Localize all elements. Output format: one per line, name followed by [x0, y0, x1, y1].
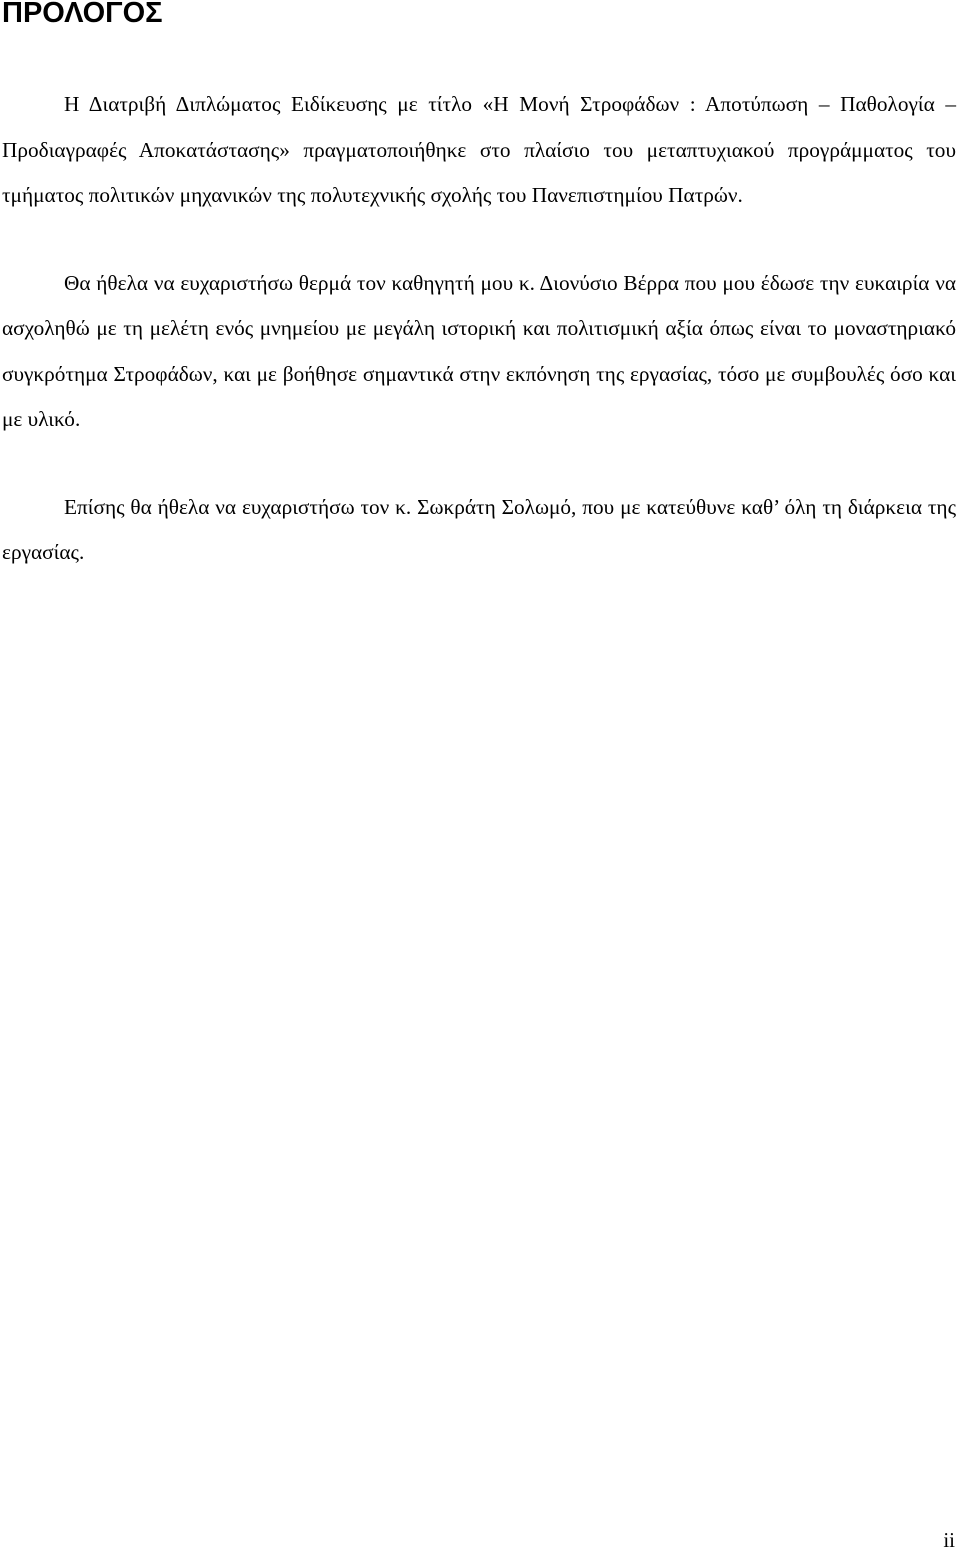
paragraph-acknowledgement-supervisor: Θα ήθελα να ευχαριστήσω θερμά τον καθηγητή μου κ. Διονύσιο Βέρρα που μου έδωσε την ευκαιρία να ασχοληθώ με τη μελέτη ενός μνημείου με μεγάλη ιστορική και πολιτισμική αξία όπως είναι το μοναστηριακό συγκρότημα Στροφάδων, και με βοήθησε σημαντικά στην εκπόνηση της εργασίας, τόσο με συμβουλές όσο και με υλικό. [2, 270, 956, 431]
page-number: ii [943, 1528, 955, 1552]
document-body [2, 82, 956, 576]
page-title: ΠΡΟΛΟΓΟΣ [2, 0, 163, 29]
paragraph-introduction: Η Διατριβή Διπλώματος Ειδίκευσης με τίτλο «Η Μονή Στροφάδων : Αποτύπωση – Παθολογία – Προδιαγραφές Αποκατάστασης» πραγματοποιήθηκε στο πλαίσιο του μεταπτυχιακού προγράμματος του τμήματος πολιτικών μηχανικών της πολυτεχνικής σχολής του Πανεπιστημίου Πατρών. [2, 92, 956, 207]
paragraph-acknowledgement-advisor: Επίσης θα ήθελα να ευχαριστήσω τον κ. Σωκράτη Σολωμό, που με κατεύθυνε καθ’ όλη τη διάρκεια της εργασίας. [2, 494, 956, 564]
